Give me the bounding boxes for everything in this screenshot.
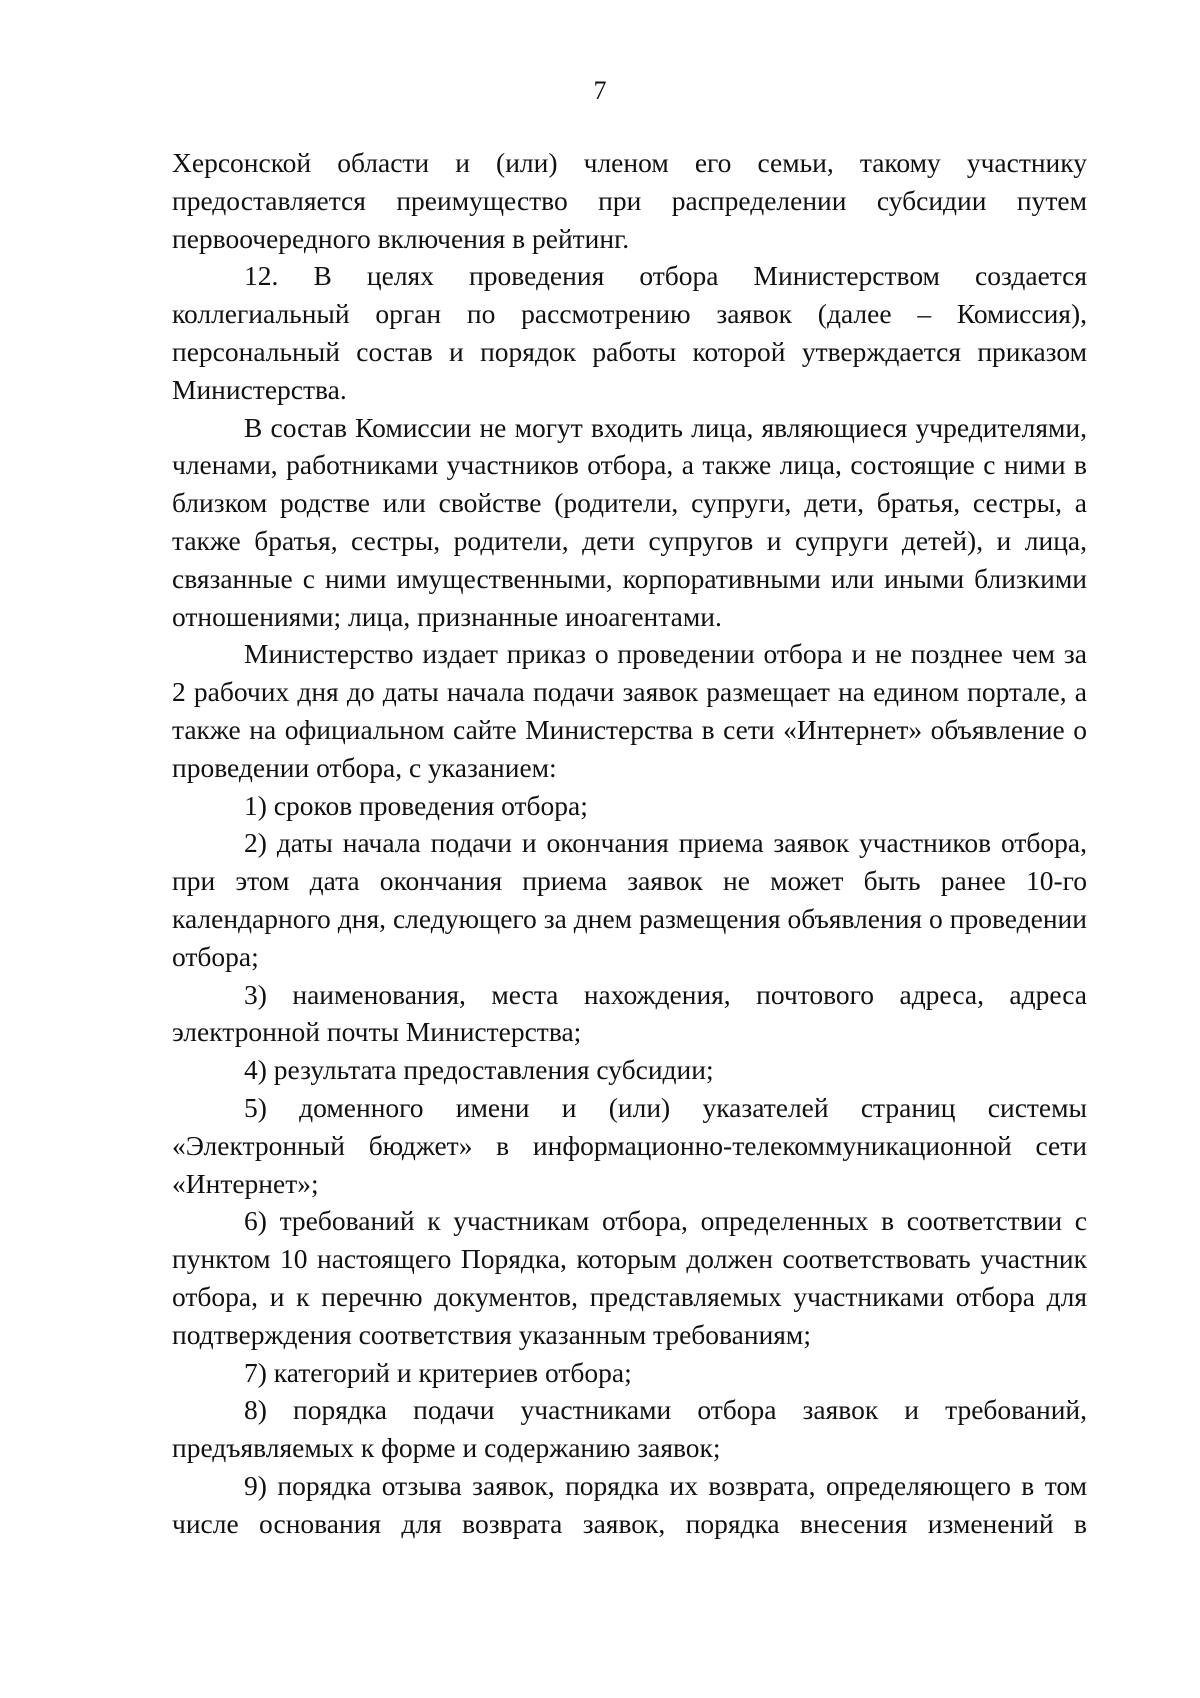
page-number: 7 — [593, 76, 607, 105]
list-item-2: 2) даты начала подачи и окончания приема заявок участников отбора, при этом дата окончания приема заявок не может быть ранее 10-го календарного дня, следующего за днем размещения объявления о проведении отбора; — [172, 827, 1087, 972]
paragraph-item-12: 12. В целях проведения отбора Министерством создается коллегиальный орган по рассмотрению заявок (далее – Комиссия), персональный состав и порядок работы которой утверждается приказом Министерства. — [172, 260, 1087, 405]
list-item-7: 7) категорий и критериев отбора; — [244, 1356, 632, 1388]
paragraph-commission-composition: В состав Комиссии не могут входить лица, являющиеся учредителями, членами, работниками участников отбора, а также лица, состоящие с ними в близком родстве или свойстве (родители, супруги, дети, братья, сестры, а также братья, сестры, родители, дети супругов и супруги детей), и лица, связанные с ними имущественными, корпоративными или иными близкими отношениями; лица, признанные иноагентами. — [172, 411, 1087, 632]
list-item-4: 4) результата предоставления субсидии; — [244, 1054, 714, 1086]
list-item-1: 1) сроков проведения отбора; — [244, 789, 588, 821]
document-body — [172, 144, 1087, 1542]
list-item-6: 6) требований к участникам отбора, определенных в соответствии с пунктом 10 настоящего Порядка, которым должен соответствовать участник отбора, и к перечню документов, представляемых участниками отбора для подтверждения соответствия указанным требованиям; — [172, 1205, 1087, 1350]
list-item-8: 8) порядка подачи участниками отбора заявок и требований, предъявляемых к форме и содержанию заявок; — [172, 1394, 1087, 1464]
list-item-5: 5) доменного имени и (или) указателей страниц системы «Электронный бюджет» в информационно-телекоммуникационной сети «Интернет»; — [172, 1091, 1087, 1199]
list-item-3: 3) наименования, места нахождения, почтового адреса, адреса электронной почты Министерства; — [172, 978, 1087, 1048]
paragraph-ministry-order: Министерство издает приказ о проведении отбора и не позднее чем за 2 рабочих дня до даты начала подачи заявок размещает на едином портале, а также на официальном сайте Министерства в сети «Интернет» объявление о проведении отбора, с указанием: — [172, 638, 1087, 783]
list-item-9: 9) порядка отзыва заявок, порядка их возврата, определяющего в том числе основания для возврата заявок, порядка внесения изменений в — [172, 1469, 1087, 1539]
paragraph-continuation: Херсонской области и (или) членом его семьи, такому участнику предоставляется преимущество при распределении субсидии путем первоочередного включения в рейтинг. — [172, 147, 1087, 254]
